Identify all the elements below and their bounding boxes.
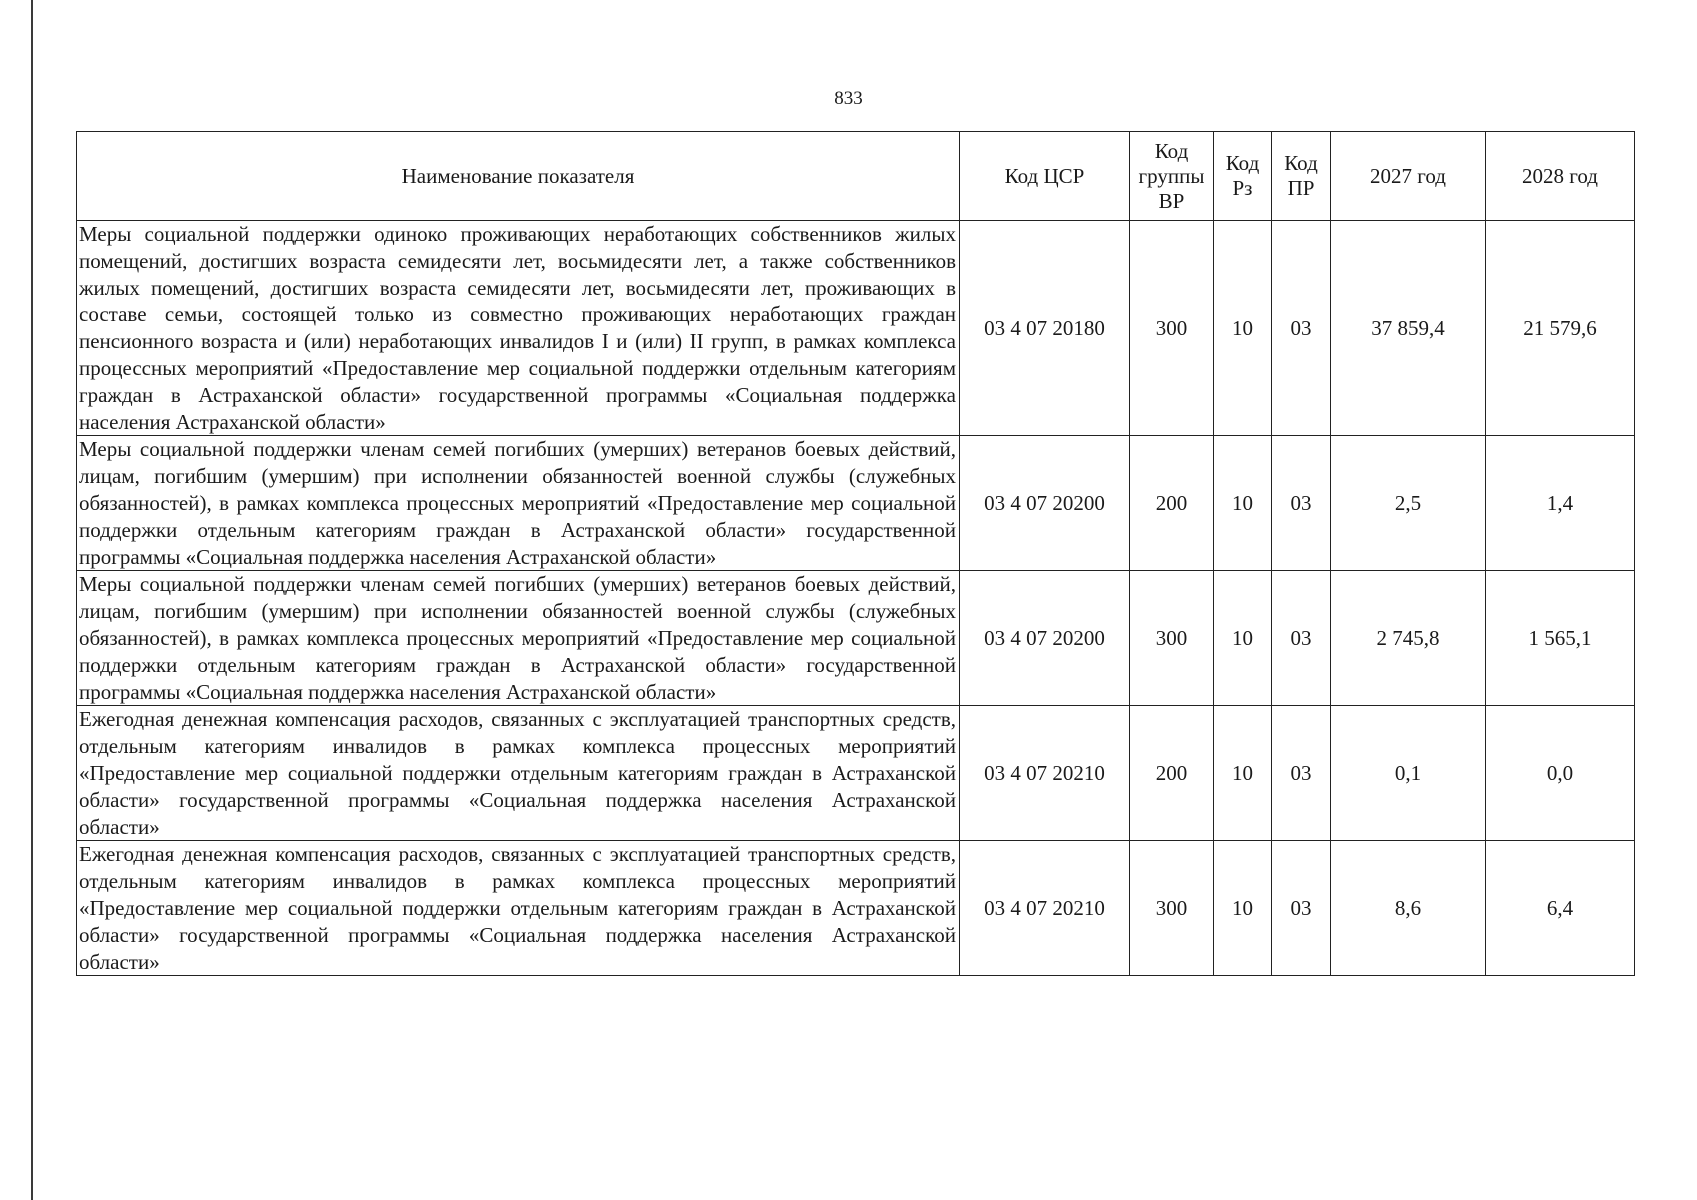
table-row bbox=[77, 221, 1635, 436]
row-csr: 03 4 07 20180 bbox=[960, 221, 1130, 436]
row-csr: 03 4 07 20200 bbox=[960, 571, 1130, 706]
row-name: Меры социальной поддержки одиноко проживающих неработающих собственников жилых помещений, достигших возраста семидесяти лет, восьмидесяти лет, а также собственников жилых помещений, достигших возраста семидесяти лет, восьмидесяти лет, проживающих в составе семьи, состоящей только из совместно проживающих неработающих граждан пенсионного возраста и (или) неработающих инвалидов I и (или) II групп, в рамках комплекса процессных мероприятий «Предоставление мер социальной поддержки отдельным категориям граждан в Астраханской области» государственной программы «Социальная поддержка населения Астраханской области» bbox=[77, 221, 960, 436]
row-2028: 0,0 bbox=[1486, 706, 1635, 841]
header-2027: 2027 год bbox=[1331, 132, 1486, 221]
table-row bbox=[77, 571, 1635, 706]
row-csr: 03 4 07 20210 bbox=[960, 841, 1130, 976]
row-pr: 03 bbox=[1272, 221, 1331, 436]
row-2028: 21 579,6 bbox=[1486, 221, 1635, 436]
row-2028: 1 565,1 bbox=[1486, 571, 1635, 706]
row-rz: 10 bbox=[1214, 841, 1272, 976]
row-vr: 300 bbox=[1130, 571, 1214, 706]
row-2028: 6,4 bbox=[1486, 841, 1635, 976]
row-csr: 03 4 07 20210 bbox=[960, 706, 1130, 841]
row-2027: 0,1 bbox=[1331, 706, 1486, 841]
row-vr: 300 bbox=[1130, 841, 1214, 976]
table-row bbox=[77, 436, 1635, 571]
row-rz: 10 bbox=[1214, 571, 1272, 706]
row-2027: 8,6 bbox=[1331, 841, 1486, 976]
row-name: Ежегодная денежная компенсация расходов, связанных с эксплуатацией транспортных средств, отдельным категориям инвалидов в рамках комплекса процессных мероприятий «Предоставление мер социальной поддержки отдельным категориям граждан в Астраханской области» государственной программы «Социальная поддержка населения Астраханской области» bbox=[77, 841, 960, 976]
header-2028: 2028 год bbox=[1486, 132, 1635, 221]
row-pr: 03 bbox=[1272, 706, 1331, 841]
header-pr: Код ПР bbox=[1272, 132, 1331, 221]
row-vr: 200 bbox=[1130, 436, 1214, 571]
table-row bbox=[77, 841, 1635, 976]
row-vr: 300 bbox=[1130, 221, 1214, 436]
row-2027: 2,5 bbox=[1331, 436, 1486, 571]
page-number: 833 bbox=[834, 88, 863, 109]
row-pr: 03 bbox=[1272, 436, 1331, 571]
row-pr: 03 bbox=[1272, 841, 1331, 976]
table-header-row bbox=[77, 132, 1635, 221]
row-csr: 03 4 07 20200 bbox=[960, 436, 1130, 571]
table-row bbox=[77, 706, 1635, 841]
row-pr: 03 bbox=[1272, 571, 1331, 706]
header-name: Наименование показателя bbox=[77, 132, 960, 221]
budget-table bbox=[76, 131, 1635, 976]
row-vr: 200 bbox=[1130, 706, 1214, 841]
row-2027: 37 859,4 bbox=[1331, 221, 1486, 436]
row-name: Ежегодная денежная компенсация расходов, связанных с эксплуатацией транспортных средств, отдельным категориям инвалидов в рамках комплекса процессных мероприятий «Предоставление мер социальной поддержки отдельным категориям граждан в Астраханской области» государственной программы «Социальная поддержка населения Астраханской области» bbox=[77, 706, 960, 841]
row-rz: 10 bbox=[1214, 436, 1272, 571]
binding-margin-line bbox=[31, 0, 33, 1200]
row-2028: 1,4 bbox=[1486, 436, 1635, 571]
row-rz: 10 bbox=[1214, 706, 1272, 841]
header-rz: Код Рз bbox=[1214, 132, 1272, 221]
header-csr: Код ЦСР bbox=[960, 132, 1130, 221]
header-vr: Код группы ВР bbox=[1130, 132, 1214, 221]
row-name: Меры социальной поддержки членам семей погибших (умерших) ветеранов боевых действий, лицам, погибшим (умершим) при исполнении обязанностей военной службы (служебных обязанностей), в рамках комплекса процессных мероприятий «Предоставление мер социальной поддержки отдельным категориям граждан в Астраханской области» государственной программы «Социальная поддержка населения Астраханской области» bbox=[77, 571, 960, 706]
row-rz: 10 bbox=[1214, 221, 1272, 436]
row-2027: 2 745,8 bbox=[1331, 571, 1486, 706]
row-name: Меры социальной поддержки членам семей погибших (умерших) ветеранов боевых действий, лицам, погибшим (умершим) при исполнении обязанностей военной службы (служебных обязанностей), в рамках комплекса процессных мероприятий «Предоставление мер социальной поддержки отдельным категориям граждан в Астраханской области» государственной программы «Социальная поддержка населения Астраханской области» bbox=[77, 436, 960, 571]
